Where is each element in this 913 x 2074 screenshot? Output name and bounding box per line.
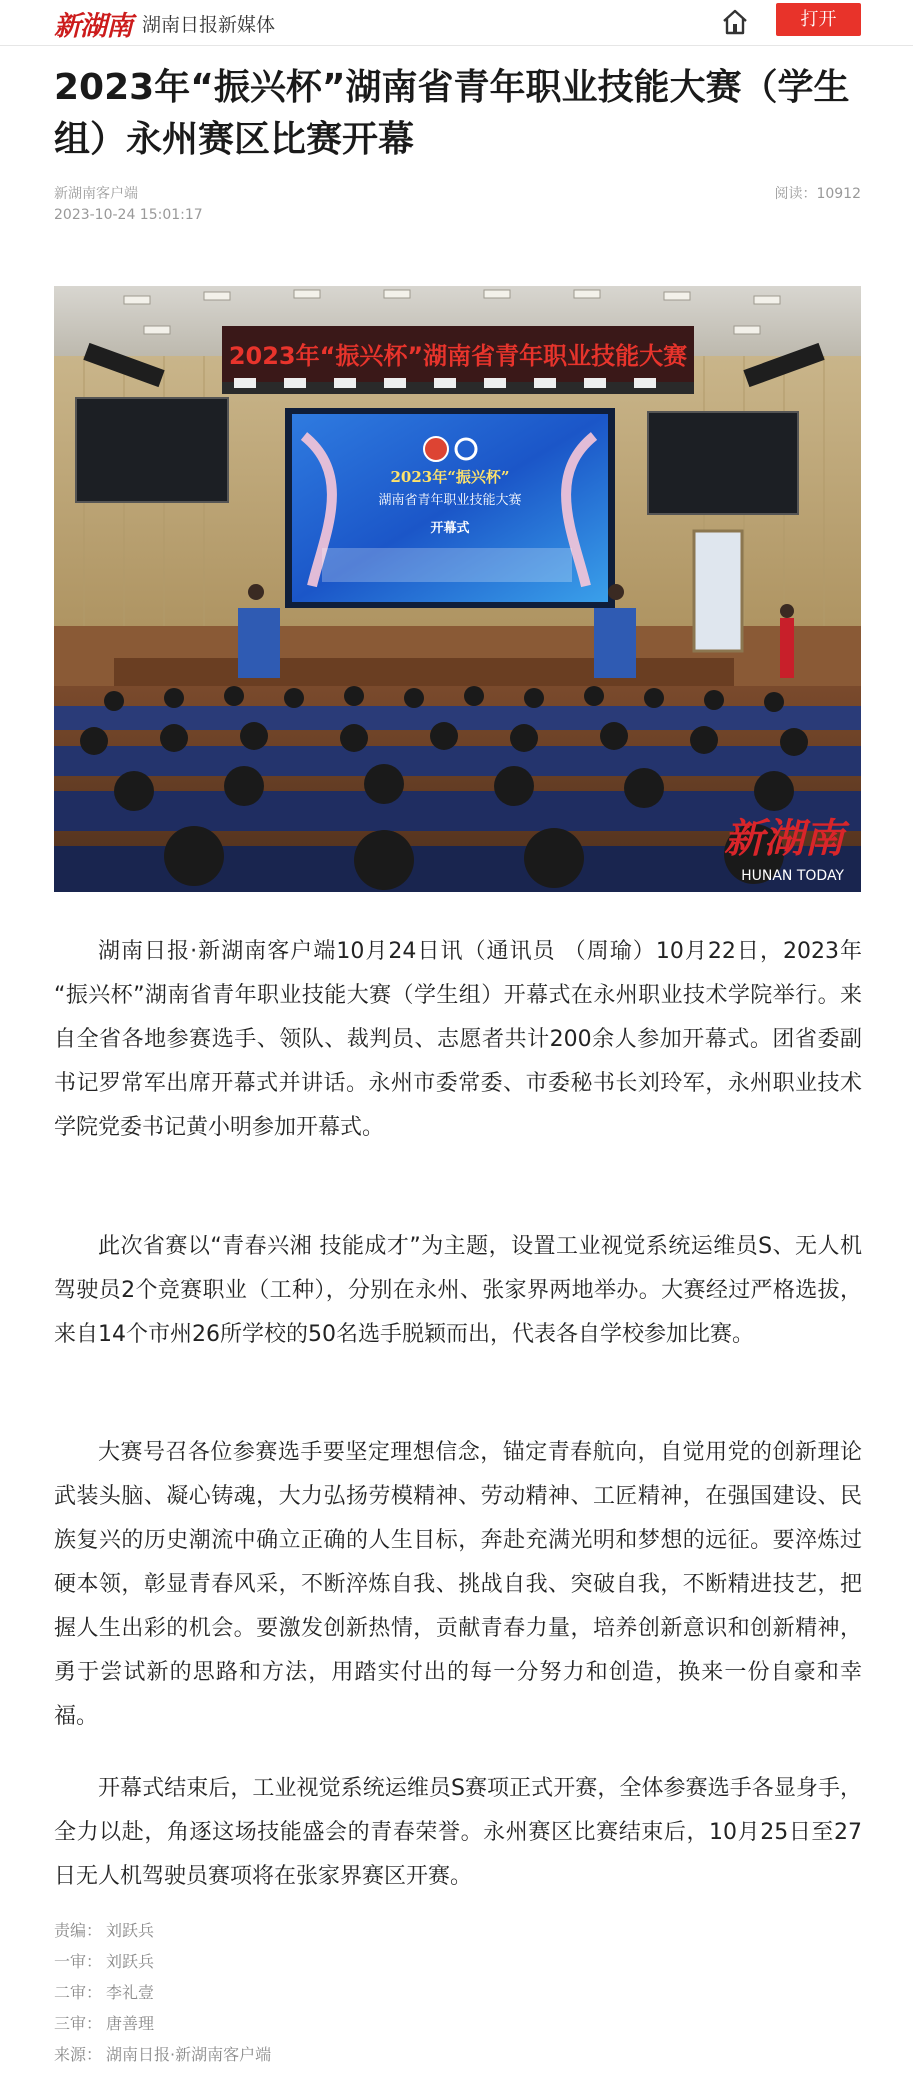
screen-line-1: 2023年“振兴杯” [390, 468, 510, 486]
home-icon[interactable] [720, 8, 750, 36]
stage-front [114, 658, 734, 688]
screen-info-block [322, 548, 572, 582]
credit-label: 责编： [54, 1921, 103, 1940]
host-figure [780, 618, 794, 678]
credit-row [54, 1946, 271, 1977]
screen-line-3: 开幕式 [430, 521, 470, 536]
article-title: 2023年“振兴杯”湖南省青年职业技能大赛（学生组）永州赛区比赛开幕 [54, 67, 850, 160]
read-count: 阅读：10912 [774, 186, 861, 202]
right-monitor [648, 412, 798, 514]
screen-line-2: 湖南省青年职业技能大赛 [378, 493, 522, 508]
brand-name: 湖南日报新媒体 [142, 14, 276, 36]
podium-left [238, 608, 280, 678]
top-bar [0, 0, 913, 46]
article-paragraph: 大赛号召各位参赛选手要坚定理想信念，锚定青春航向，自觉用党的创新理论武装头脑、凝心铸魂，大力弘扬劳模精神、劳动精神、工匠精神，在强国建设、民族复兴的历史潮流中确立正确的人生目标，奔赴充满光明和梦想的远征。要淬炼过硬本领，彰显青春风采，不断淬炼自我、挑战自我、突破自我，不断精进技艺，把握人生出彩的机会。要激发创新热情，贡献青春力量，培养创新意识和创新精神，勇于尝试新的思路和方法，用踏实付出的每一分努力和创造，换来一份自豪和幸福。 [54, 1440, 862, 1729]
credit-value: 李礼壹 [106, 1983, 155, 2002]
photo-doorway [694, 531, 742, 651]
credit-label: 二审： [54, 1983, 103, 2002]
photo-banner-text: 2023年“振兴杯”湖南省青年职业技能大赛 [228, 342, 688, 370]
credit-label: 来源： [54, 2045, 103, 2064]
article-datetime: 2023-10-24 15:01:17 [54, 207, 203, 223]
article-photo[interactable] [54, 286, 861, 892]
credit-row [54, 2008, 271, 2039]
credit-value: 刘跃兵 [106, 1921, 155, 1940]
article-paragraph: 开幕式结束后，工业视觉系统运维员S赛项正式开赛，全体参赛选手各显身手，全力以赴，角逐这场技能盛会的青春荣誉。永州赛区比赛结束后，10月25日至27日无人机驾驶员赛项将在张家界赛区开赛。 [54, 1776, 862, 1889]
podium-right [594, 608, 636, 678]
credit-value: 湖南日报·新湖南客户端 [106, 2045, 272, 2064]
watermark-logo: 新湖南 [724, 815, 844, 862]
screen-emblem-icon [424, 437, 448, 461]
left-monitor [76, 398, 228, 502]
speaker-right [608, 584, 624, 600]
article-source: 新湖南客户端 [54, 186, 138, 202]
site-logo[interactable]: 新湖南 [54, 11, 132, 42]
credit-row [54, 1915, 271, 1946]
credit-row [54, 2039, 271, 2070]
credit-row [54, 1977, 271, 2008]
article-paragraph: 此次省赛以“青春兴湘 技能成才”为主题，设置工业视觉系统运维员S、无人机驾驶员2个竞赛职业（工种），分别在永州、张家界两地举办。大赛经过严格选拔，来自14个市州26所学校的50名选手脱颖而出，代表各自学校参加比赛。 [54, 1234, 862, 1347]
article-paragraph: 湖南日报·新湖南客户端10月24日讯（通讯员 （周瑜）10月22日，2023年 “振兴杯”湖南省青年职业技能大赛（学生组）开幕式在永州职业技术学院举行。来自全省各地参赛选手、领队、裁判员、志愿者共计200余人参加开幕式。团省委副书记罗常军出席开幕式并讲话。永州市委常委、市委秘书长刘玲军，永州职业技术学院党委书记黄小明参加开幕式。 [54, 939, 862, 1140]
credit-label: 一审： [54, 1952, 103, 1971]
open-app-button[interactable]: 打开 [776, 3, 861, 36]
credit-value: 刘跃兵 [106, 1952, 155, 1971]
credit-value: 唐善理 [106, 2014, 155, 2033]
editor-credits [54, 1915, 271, 2070]
speaker-left [248, 584, 264, 600]
watermark-subtext: HUNAN TODAY [741, 868, 844, 884]
credit-label: 三审： [54, 2014, 103, 2033]
